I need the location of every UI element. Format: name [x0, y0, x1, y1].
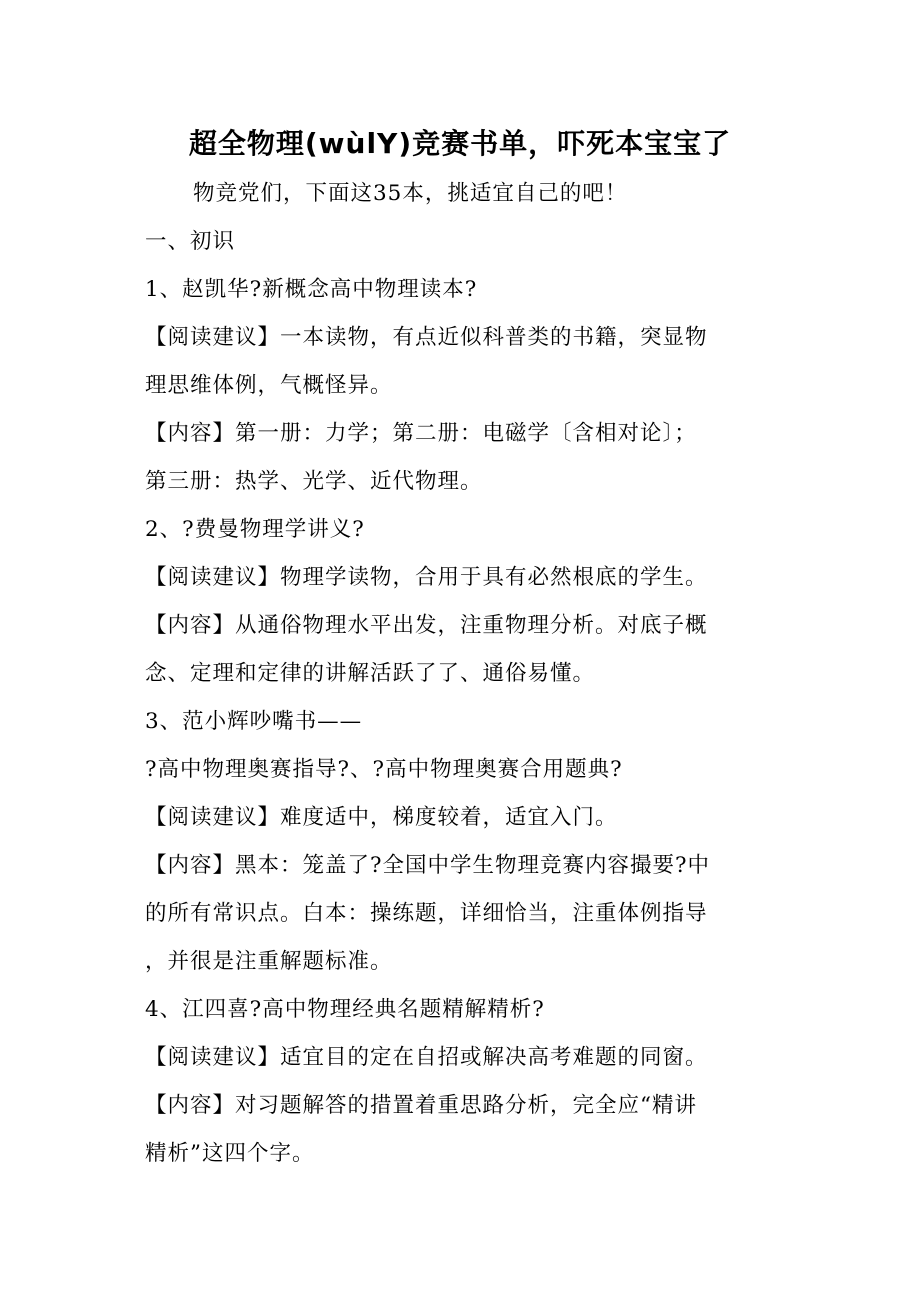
- book-1-title: 1、赵凯华?新概念高中物理读本?: [145, 277, 478, 302]
- book-2-content-cont: 念、定理和定律的讲解活跃了了、通俗易懂。: [145, 661, 596, 686]
- book-3-content-cont: 的所有常识点。白本：操练题，详细恰当，注重体例指导: [145, 901, 708, 926]
- intro-line: 物竞党们，下面这35本，挑适宜自己的吧！: [193, 181, 628, 206]
- section-heading: 一、初识: [145, 229, 236, 254]
- book-1-advice: 【阅读建议】一本读物，有点近似科普类的书籍，突显物: [145, 325, 708, 350]
- book-1-content-cont: 第三册：热学、光学、近代物理。: [145, 469, 483, 494]
- book-3-title: 3、范小辉吵嘴书——: [145, 709, 363, 734]
- book-1-content: 【内容】第一册：力学；第二册：电磁学〔含相对论〕；: [145, 421, 697, 446]
- book-4-content: 【内容】对习题解答的措置着重思路分析，完全应“精讲: [145, 1093, 697, 1118]
- book-3-content-cont2: ，并很是注重解题标准。: [145, 949, 393, 974]
- book-2-title: 2、?费曼物理学讲义?: [145, 517, 365, 542]
- document-body: [145, 170, 785, 1178]
- book-3-advice: 【阅读建议】难度适中，梯度较着，适宜入门。: [145, 805, 618, 830]
- book-2-content: 【内容】从通俗物理水平出发，注重物理分析。对底子概: [145, 613, 708, 638]
- book-4-advice: 【阅读建议】适宜目的定在自招或解决高考难题的同窗。: [145, 1045, 708, 1070]
- book-2-advice: 【阅读建议】物理学读物，合用于具有必然根底的学生。: [145, 565, 708, 590]
- book-4-content-cont: 精析”这四个字。: [145, 1141, 315, 1166]
- document-title: 超全物理(wùlY)竞赛书单，吓死本宝宝了: [188, 127, 732, 160]
- book-3-subtitle: ?高中物理奥赛指导?、?高中物理奥赛合用题典?: [145, 757, 623, 782]
- book-4-title: 4、江四喜?高中物理经典名题精解精析?: [145, 997, 545, 1022]
- book-3-content: 【内容】黑本：笼盖了?全国中学生物理竞赛内容撮要?中: [145, 853, 711, 878]
- book-1-advice-cont: 理思维体例，气概怪异。: [145, 373, 393, 398]
